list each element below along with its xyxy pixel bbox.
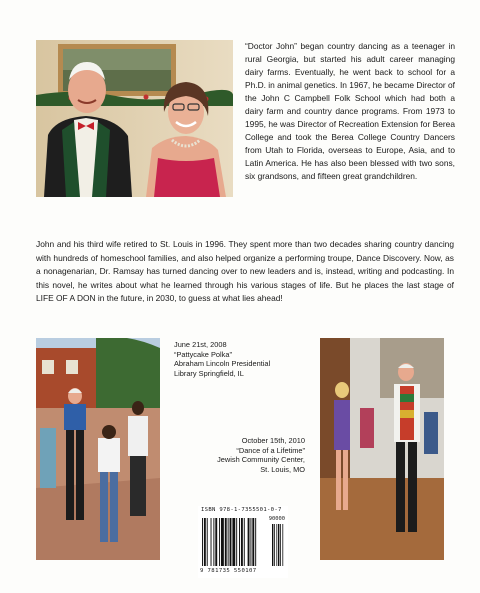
caption-title: “Dance of a Lifetime” — [236, 445, 305, 455]
summary-paragraph: John and his third wife retired to St. Louis in 1996. They spent more than two decades sharing country dancing with hundreds of homeschool families, and also helped organize a performing troupe, Dance Discovery. Now, as a nonagenarian, Dr. Ramsay has turned dancing over to new leaders and is, instead, writing and podcasting. In this novel, he writes about what he learned through his various stages of life. But he places the last stage of LIFE OF A DON in the future, in 2030, to guess at what lies ahead! — [36, 239, 454, 304]
barcode-bar — [213, 518, 214, 566]
barcode-bar — [221, 518, 224, 566]
couple-photo — [36, 40, 233, 197]
caption-city: Library Springfield, IL — [174, 368, 244, 378]
barcode-bar — [280, 524, 281, 566]
caption-title: “Pattycake Polka” — [174, 349, 232, 359]
isbn-number: ISBN 978-1-7355501-0-7 — [201, 507, 282, 513]
isbn-barcode — [198, 506, 288, 578]
barcode-bar — [276, 524, 277, 566]
barcode-bar — [225, 518, 227, 566]
barcode-bar — [282, 524, 283, 566]
outdoor-dance-photo — [36, 338, 160, 560]
barcode-bar — [211, 518, 212, 566]
barcode-bar — [204, 518, 206, 566]
barcode-bars — [198, 514, 288, 568]
caption-city: St. Louis, MO — [260, 464, 305, 474]
barcode-bar — [230, 518, 232, 566]
bio-text: “Doctor John” began country dancing as a teenager in rural Georgia, but started his adult career managing dairy farms. Eventually, he went back to school for a Ph.D. in animal genetics. In 1967, he became Director of the John C Campbell Folk School which had both a dairy farm and country dance programs. From 1973 to 1995, he was Director of Recreation Extension for Berea College and took the Berea College Country Dancers from Utah to Florida, overseas to Europe, Asia, and to Latin America. He has also been blessed with two sons, six grandsons, and fifteen great grandchildren. — [245, 41, 455, 181]
right-photo-caption — [217, 436, 305, 474]
price-code: 90000 — [268, 516, 285, 522]
barcode-bar — [236, 518, 237, 566]
barcode-bar — [252, 518, 254, 566]
barcode-bar — [232, 518, 235, 566]
caption-place: Jewish Community Center, — [217, 455, 305, 465]
barcode-bar — [241, 518, 243, 566]
indoor-dance-photo — [320, 338, 444, 560]
ean-digits: 9 781735 550107 — [200, 568, 257, 574]
caption-place: Abraham Lincoln Presidential — [174, 359, 271, 369]
barcode-bar — [244, 518, 245, 566]
barcode-bar — [278, 524, 279, 566]
caption-date: October 15th, 2010 — [241, 436, 305, 445]
barcode-bar — [219, 518, 220, 566]
caption-date: June 21st, 2008 — [174, 340, 227, 349]
left-photo-caption — [174, 340, 270, 378]
barcode-bar — [274, 524, 275, 566]
barcode-bar — [202, 518, 203, 566]
barcode-bar — [239, 518, 240, 566]
barcode-bar — [228, 518, 229, 566]
barcode-bar — [207, 518, 208, 566]
barcode-bar — [255, 518, 256, 566]
barcode-bar — [215, 518, 217, 566]
barcode-bar — [248, 518, 250, 566]
barcode-bar — [272, 524, 273, 566]
barcode-bar — [250, 518, 251, 566]
